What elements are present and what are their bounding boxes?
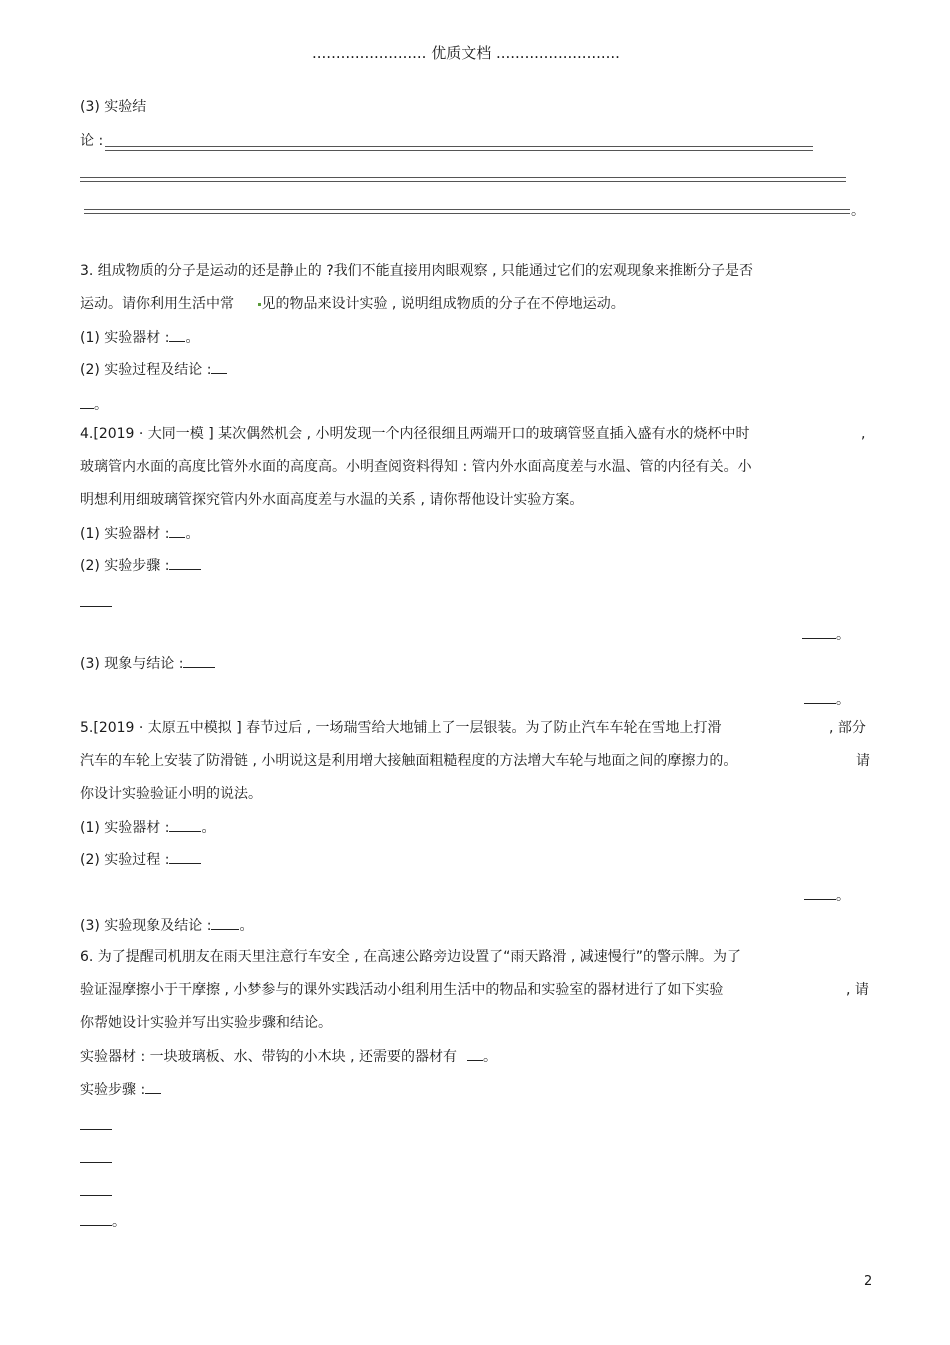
q4-item3-tail — [804, 689, 850, 710]
answer-blank[interactable] — [80, 1211, 112, 1226]
answer-blank[interactable] — [169, 817, 201, 832]
q4-item3 — [80, 653, 215, 674]
q5-line1: 5.[2019 · 太原五中模拟 ] 春节过后 , 一场瑞雪给大地铺上了一层银装。为了防止汽车车轮在雪地上打滑 — [80, 720, 722, 736]
q6-line2-end: , 请 — [846, 982, 869, 998]
answer-blank[interactable] — [211, 915, 239, 930]
answer-blank[interactable] — [80, 1148, 112, 1163]
q5-line3: 你设计实验验证小明的说法。 — [80, 786, 262, 802]
answer-line — [84, 209, 850, 214]
q4-item3-label: (3) 现象与结论 : — [80, 656, 184, 672]
q6-step-line-last — [80, 1211, 126, 1232]
q3-item1-label: (1) 实验器材 : — [80, 330, 170, 346]
sec3-label: 论 : — [80, 133, 104, 149]
answer-blank[interactable] — [804, 885, 836, 900]
q5-item1 — [80, 817, 215, 838]
answer-blank[interactable] — [802, 624, 836, 639]
answer-line — [80, 177, 846, 182]
answer-blank[interactable] — [80, 1181, 112, 1196]
answer-blank[interactable] — [80, 592, 112, 607]
q6-step-line — [80, 1181, 112, 1202]
answer-blank[interactable] — [145, 1079, 161, 1094]
q5-line1-end: , 部分 — [829, 720, 866, 736]
q6-line2: 验证湿摩擦小于干摩擦 , 小梦参与的课外实践活动小组利用生活中的物品和实验室的器材进行了如下实验 — [80, 982, 724, 998]
page-number: 2 — [864, 1274, 873, 1289]
q4-item3-end: 。 — [836, 692, 850, 708]
q5-item3 — [80, 915, 253, 936]
answer-blank[interactable] — [169, 849, 201, 864]
q5-item2-tail — [804, 885, 850, 906]
q4-item2 — [80, 555, 201, 576]
q6-steps — [80, 1079, 161, 1100]
answer-blank[interactable] — [169, 327, 185, 342]
answer-blank[interactable] — [183, 653, 215, 668]
page-header: ........................ 优质文档 .......................... — [312, 44, 620, 62]
q5-item1-label: (1) 实验器材 : — [80, 820, 170, 836]
q6-steps-end: 。 — [112, 1214, 126, 1230]
q5-item2-end: 。 — [836, 888, 850, 904]
q3-line2a: 运动。请你利用生活中常 — [80, 296, 234, 312]
q6-line1: 6. 为了提醒司机朋友在雨天里注意行车安全 , 在高速公路旁边设置了“雨天路滑 , 减速慢行”的警示牌。为了 — [80, 949, 742, 965]
answer-blank[interactable] — [80, 1115, 112, 1130]
q3-item2 — [80, 359, 227, 380]
answer-blank[interactable] — [804, 689, 836, 704]
q5-item1-end: 。 — [201, 820, 216, 836]
q6-step-line — [80, 1115, 112, 1136]
q4-item2-end: 。 — [836, 627, 850, 643]
q4-item1 — [80, 523, 199, 544]
q3-line2b: 见的物品来设计实验 , 说明组成物质的分子在不停地运动。 — [261, 296, 625, 312]
q6-equip — [80, 1046, 497, 1067]
q6-line3: 你帮她设计实验并写出实验步骤和结论。 — [80, 1015, 332, 1031]
q3-item2-end: 。 — [94, 397, 108, 413]
q5-item2 — [80, 849, 201, 870]
q5-line2-end: 请 — [856, 753, 870, 769]
q3-line1: 3. 组成物质的分子是运动的还是静止的 ?我们不能直接用肉眼观察 , 只能通过它们的宏观现象来推断分子是否 — [80, 263, 754, 279]
answer-blank[interactable] — [211, 359, 227, 374]
answer-blank[interactable] — [467, 1046, 483, 1061]
q4-line1: 4.[2019 · 大同一模 ] 某次偶然机会 , 小明发现一个内径很细且两端开口的玻璃管竖直插入盛有水的烧杯中时 — [80, 426, 750, 442]
q5-item2-label: (2) 实验过程 : — [80, 852, 170, 868]
q5-item3-label: (3) 实验现象及结论 : — [80, 918, 212, 934]
answer-blank[interactable] — [169, 555, 201, 570]
q6-step-line — [80, 1148, 112, 1169]
q4-line2: 玻璃管内水面的高度比管外水面的高度高。小明查阅资料得知 : 管内外水面高度差与水温、管的内径有关。小 — [80, 459, 752, 475]
q3-item2-cont — [80, 394, 108, 415]
q4-item2-tail — [802, 624, 850, 645]
answer-line — [105, 146, 813, 151]
q3-line2 — [80, 294, 625, 314]
sec3-end-mark: 。 — [851, 203, 865, 219]
q5-line2: 汽车的车轮上安装了防滑链 , 小明说这是利用增大接触面粗糙程度的方法增大车轮与地面之间的摩擦力的。 — [80, 753, 738, 769]
q4-item1-end: 。 — [185, 526, 200, 542]
q6-equip-end: 。 — [482, 1049, 497, 1065]
q3-item1-end: 。 — [185, 330, 200, 346]
answer-blank[interactable] — [169, 523, 185, 538]
q4-item2-label: (2) 实验步骤 : — [80, 558, 170, 574]
q5-item3-end: 。 — [239, 918, 254, 934]
q4-line1-end: , — [861, 426, 866, 442]
q4-line3: 明想利用细玻璃管探究管内外水面高度差与水温的关系 , 请你帮他设计实验方案。 — [80, 492, 584, 508]
q4-item1-label: (1) 实验器材 : — [80, 526, 170, 542]
q6-steps-label: 实验步骤 : — [80, 1082, 146, 1098]
sec3-line1: (3) 实验结 — [80, 99, 147, 115]
q4-item2-cont — [80, 592, 112, 613]
answer-blank[interactable] — [80, 394, 94, 409]
q6-equip-label: 实验器材 : 一块玻璃板、水、带钩的小木块 , 还需要的器材有 — [80, 1049, 457, 1065]
sec3-line2 — [80, 131, 103, 151]
q3-item1 — [80, 327, 199, 348]
q3-item2-label: (2) 实验过程及结论 : — [80, 362, 212, 378]
